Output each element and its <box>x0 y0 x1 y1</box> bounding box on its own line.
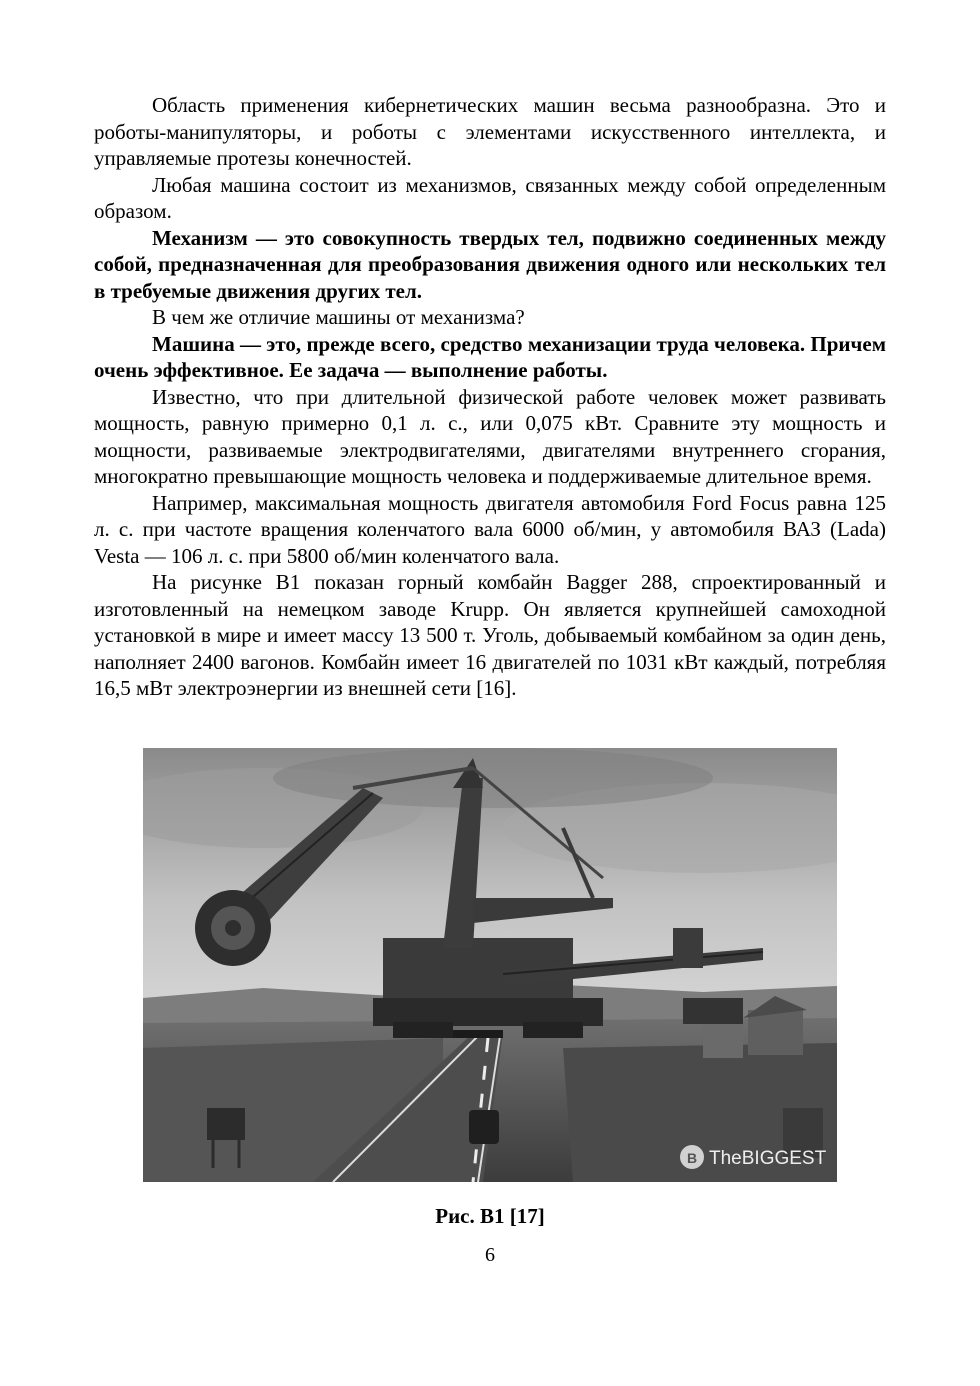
paragraph-definition-mechanism: Механизм — это совокупность твердых тел, подвижно соединенных между собой, предназначенная для преобразования движения одного или нескольких тел в требуемые движения других тел. <box>94 225 886 303</box>
body-text <box>94 92 886 702</box>
figure-caption: Рис. В1 [17] <box>435 1204 545 1228</box>
paragraph: На рисунке В1 показан горный комбайн Bagger 288, спроектированный и изготовленный на немецком заводе Krupp. Он является крупнейшей самоходной установкой в мире и имеет массу 13 500 т. Уголь, добываемый комбайном за один день, наполняет 2400 вагонов. Комбайн имеет 16 двигателей по 1031 кВт каждый, потребляя 16,5 мВт электроэнергии из внешней сети [16]. <box>94 570 886 700</box>
paragraph: Любая машина состоит из механизмов, связанных между собой определенным образом. <box>94 172 886 223</box>
paragraph: Например, максимальная мощность двигателя автомобиля Ford Focus равна 125 л. с. при частоте вращения коленчатого вала 6000 об/мин, у автомобиля ВАЗ (Lada) Vesta — 106 л. с. при 5800 об/мин коленчатого вала. <box>94 490 886 568</box>
figure-bagger-photo <box>143 748 837 1182</box>
paragraph: В чем же отличие машины от механизма? <box>152 305 525 329</box>
paragraph-definition-machine: Машина — это, прежде всего, средство механизации труда человека. Причем очень эффективное. Ее задача — выполнение работы. <box>94 331 886 382</box>
bagger-illustration <box>143 748 837 1182</box>
paragraph: Известно, что при длительной физической работе человек может развивать мощность, равную примерно 0,1 л. с., или 0,075 кВт. Сравните эту мощность и мощности, развиваемые электродвигателями, двигателями внутреннего сгорания, многократно превышающие мощность человека и поддерживаемые длительное время. <box>94 384 886 488</box>
page-number: 6 <box>485 1244 495 1266</box>
svg-text:B: B <box>687 1150 698 1166</box>
paragraph: Область применения кибернетических машин весьма разнообразна. Это и роботы-манипуляторы, и роботы с элементами искусственного интеллекта, и управляемые протезы конечностей. <box>94 93 886 170</box>
watermark-text: TheBIGGEST <box>709 1148 827 1169</box>
